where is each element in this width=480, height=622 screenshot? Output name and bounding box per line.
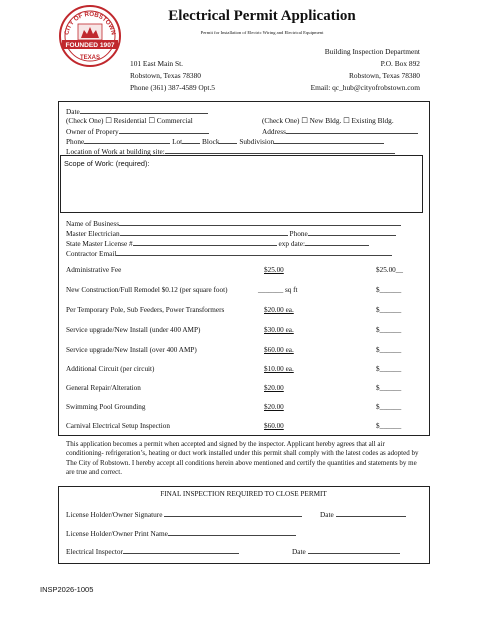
contractor-email-label: Contractor Email	[66, 249, 117, 258]
exp-date-label: exp date:	[278, 239, 306, 248]
fee-price: $10.00 ea.	[264, 365, 294, 373]
sq-ft-field[interactable]: _______ sq ft	[258, 286, 298, 294]
master-electrician-field[interactable]	[120, 228, 288, 236]
inspector-date-field[interactable]	[308, 546, 400, 554]
fee-total: $25.00__	[376, 266, 403, 274]
fee-price: $30.00 ea.	[264, 326, 294, 334]
inspection-title: FINAL INSPECTION REQUIRED TO CLOSE PERMIT	[160, 490, 327, 498]
page-title: Electrical Permit Application	[168, 8, 356, 24]
address-field[interactable]	[286, 126, 418, 134]
address-label: Address	[262, 127, 286, 136]
fee-name: New Construction/Full Remodel $0.12 (per square foot)	[66, 286, 228, 294]
fee-price: $25.00	[264, 266, 284, 274]
inspector-field[interactable]	[123, 546, 239, 554]
signature-line[interactable]	[66, 509, 302, 519]
license-line[interactable]	[66, 238, 369, 248]
inspector-date-line[interactable]	[292, 546, 400, 556]
owner-field[interactable]	[119, 126, 209, 134]
master-electrician-line[interactable]	[66, 228, 396, 238]
form-code: INSP2026-1005	[40, 585, 94, 594]
fee-row	[66, 286, 416, 296]
lot-field[interactable]	[182, 136, 200, 144]
master-electrician-label: Master Electrician	[66, 229, 120, 238]
address-phone: Phone (361) 387-4589 Opt.5	[130, 83, 215, 92]
seal-band-text: FOUNDED 1907	[65, 42, 115, 49]
fee-price: $60.00	[264, 422, 284, 430]
signature-date-label: Date	[320, 510, 334, 519]
fee-total[interactable]: $______	[376, 306, 402, 314]
license-label: State Master License #	[66, 239, 133, 248]
phone-field[interactable]	[84, 136, 170, 144]
inspector-date-label: Date	[292, 547, 306, 556]
fee-name: Service upgrade/New Install (under 400 AMP)	[66, 326, 201, 334]
contractor-phone-field[interactable]	[308, 228, 396, 236]
fee-row	[66, 346, 416, 356]
contractor-phone-label: Phone	[289, 229, 308, 238]
fee-row	[66, 365, 416, 375]
block-label: Block	[202, 137, 220, 146]
fee-row	[66, 306, 416, 316]
fee-name: Swimming Pool Grounding	[66, 403, 146, 411]
print-name-field[interactable]	[168, 528, 296, 536]
fee-row	[66, 384, 416, 394]
owner-line[interactable]	[66, 126, 209, 136]
fee-row	[66, 403, 416, 413]
fee-total[interactable]: $______	[376, 384, 402, 392]
fee-name: Additional Circuit (per circuit)	[66, 365, 155, 373]
fee-total[interactable]: $______	[376, 422, 402, 430]
seal-top-text: CITY OF ROBSTOWN	[63, 10, 117, 36]
building-type-checkboxes[interactable]: (Check One) ☐ New Bldg. ☐ Existing Bldg.	[262, 116, 394, 125]
fee-row	[66, 326, 416, 336]
location-field[interactable]	[165, 146, 395, 154]
fee-name: Carnival Electrical Setup Inspection	[66, 422, 170, 430]
agreement-text: This application becomes a permit when accepted and signed by the inspector. Applicant hereby agrees that all air conditioning- refrigeration’s, heating or duct work installed under this permit shall comply with the latest codes as adopted by The City of Robstown. I hereby accept all conditions herein above mentioned and certify the quantities and statements by me are true and correct.	[66, 440, 419, 476]
business-name-label: Name of Business	[66, 219, 120, 228]
date-label: Date	[66, 107, 80, 116]
business-name-line[interactable]	[66, 218, 401, 228]
fee-name: Service upgrade/New Install (over 400 AMP)	[66, 346, 197, 354]
fee-name: Administrative Fee	[66, 266, 122, 274]
lot-label: Lot	[172, 137, 183, 146]
license-field[interactable]	[133, 238, 277, 246]
owner-label: Owner of Propery	[66, 127, 119, 136]
date-field[interactable]	[80, 106, 208, 114]
scope-of-work-box[interactable]	[60, 155, 423, 213]
fee-total[interactable]: $______	[376, 403, 402, 411]
address-city: Robstown, Texas 78380	[130, 71, 201, 80]
fee-price: $20.00	[264, 384, 284, 392]
contractor-email-line[interactable]	[66, 248, 392, 258]
signature-date-line[interactable]	[320, 509, 406, 519]
fee-price: $20.00	[264, 403, 284, 411]
seal-bottom-text: TEXAS	[79, 55, 101, 61]
scope-of-work-label: Scope of Work: (required):	[64, 159, 150, 168]
subdivision-field[interactable]	[274, 136, 384, 144]
page-subtitle: Permit for Installation of Electric Wiring and Electrical Equipment	[200, 30, 324, 35]
fee-total[interactable]: $______	[376, 346, 402, 354]
fee-price: $20.00 ea.	[264, 306, 294, 314]
city-seal-logo	[58, 4, 122, 68]
department-email: Email: qc_hub@cityofrobstown.com	[310, 83, 420, 92]
fee-row	[66, 422, 416, 432]
occupancy-type-checkboxes[interactable]: (Check One) ☐ Residential ☐ Commercial	[66, 116, 193, 125]
fee-name: General Repair/Alteration	[66, 384, 141, 392]
print-name-line[interactable]	[66, 528, 296, 538]
signature-label: License Holder/Owner Signature	[66, 510, 163, 519]
date-line[interactable]	[66, 106, 208, 116]
department-name: Building Inspection Department	[324, 47, 420, 56]
fee-total[interactable]: $______	[376, 326, 402, 334]
inspector-label: Electrical Inspector	[66, 547, 123, 556]
exp-date-field[interactable]	[305, 238, 369, 246]
print-name-label: License Holder/Owner Print Name	[66, 529, 168, 538]
subdivision-label: Subdivision	[239, 137, 275, 146]
location-label: Location of Work at building site:	[66, 147, 165, 156]
department-city: Robstown, Texas 78380	[349, 71, 420, 80]
fee-name: Per Temporary Pole, Sub Feeders, Power Transformers	[66, 306, 225, 314]
fee-total[interactable]: $______	[376, 286, 402, 294]
phone-label: Phone	[66, 137, 85, 146]
business-name-field[interactable]	[119, 218, 401, 226]
block-field[interactable]	[219, 136, 237, 144]
fee-row	[66, 266, 416, 276]
signature-date-field[interactable]	[336, 509, 406, 517]
signature-field[interactable]	[164, 509, 302, 517]
phone-line[interactable]	[66, 136, 384, 146]
fee-total[interactable]: $______	[376, 365, 402, 373]
inspector-line[interactable]	[66, 546, 239, 556]
contractor-email-field[interactable]	[116, 248, 392, 256]
address-line[interactable]	[262, 126, 418, 136]
fee-price: $60.00 ea.	[264, 346, 294, 354]
po-box: P.O. Box 892	[380, 59, 420, 68]
address-street: 101 East Main St.	[130, 59, 183, 68]
